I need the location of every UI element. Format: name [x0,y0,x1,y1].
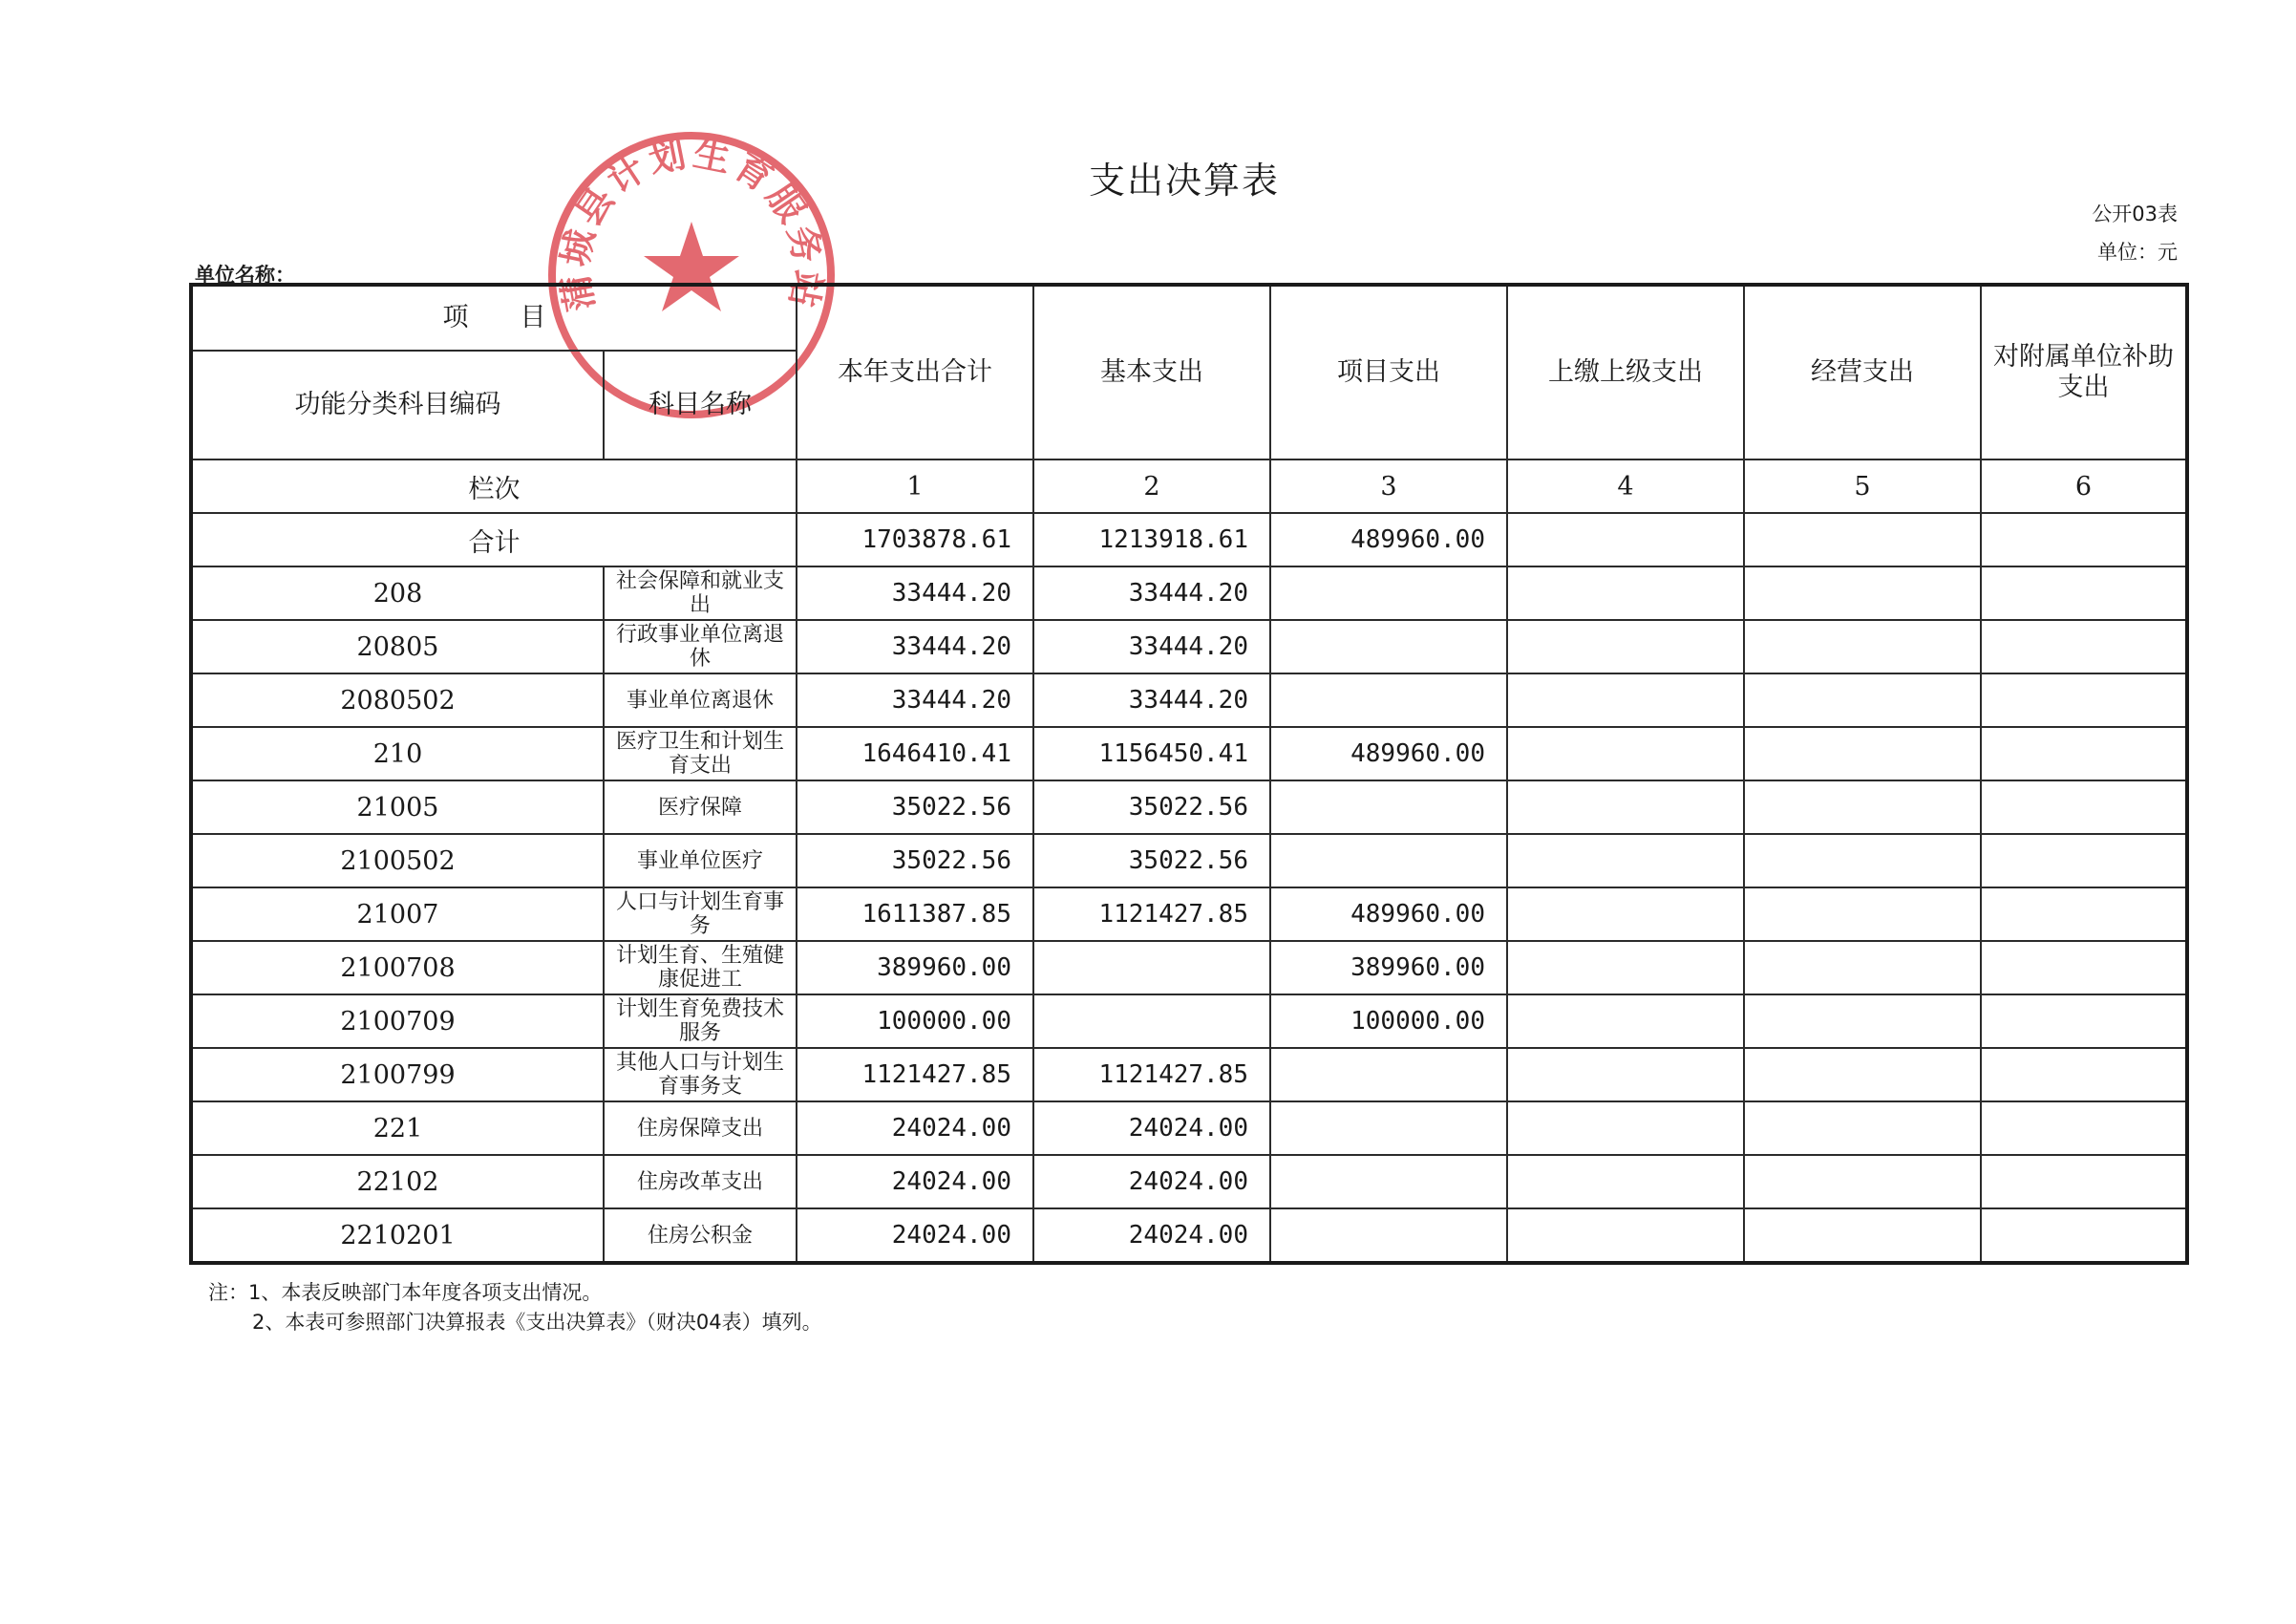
table-row [191,1208,2187,1263]
org-name-label: 单位名称： [195,264,295,287]
cell-upper [1507,727,1744,780]
form-number: 公开03表 [2092,203,2178,225]
cell-basic: 24024.00 [1033,1155,1270,1208]
header-row-1 [191,285,2187,351]
cell-upper [1507,1208,1744,1263]
cell-project: 489960.00 [1270,727,1507,780]
column-index-cell: 5 [1744,459,1981,513]
cell-total: 389960.00 [797,941,1033,994]
cell-project [1270,673,1507,727]
table-row [191,673,2187,727]
cell-subsidy [1981,620,2187,673]
cell-code: 20805 [191,620,604,673]
column-index-cell: 4 [1507,459,1744,513]
cell-subsidy [1981,994,2187,1048]
header-business: 经营支出 [1744,285,1981,459]
table-row [191,994,2187,1048]
footnote-1: 注：1、本表反映部门本年度各项支出情况。 [208,1281,603,1304]
cell-total: 33444.20 [797,566,1033,620]
column-index-cell: 2 [1033,459,1270,513]
cell-basic: 35022.56 [1033,834,1270,887]
cell-total: 35022.56 [797,780,1033,834]
column-index-cell: 1 [797,459,1033,513]
cell-code: 2100708 [191,941,604,994]
cell-subsidy [1981,941,2187,994]
cell-business [1744,1048,1981,1101]
cell-upper [1507,887,1744,941]
cell-basic [1033,994,1270,1048]
header-project: 项目支出 [1270,285,1507,459]
cell-total: 35022.56 [797,834,1033,887]
cell-code: 22102 [191,1155,604,1208]
cell-total: 24024.00 [797,1101,1033,1155]
column-index-cell: 6 [1981,459,2187,513]
cell-upper [1507,1048,1744,1101]
cell-code: 208 [191,566,604,620]
cell-subsidy [1981,1155,2187,1208]
cell-name: 事业单位医疗 [604,834,797,887]
cell-total: 1646410.41 [797,727,1033,780]
total-row [191,513,2187,566]
cell-upper [1507,1155,1744,1208]
cell-upper [1507,994,1744,1048]
header-name: 科目名称 [604,351,797,459]
cell-subsidy [1981,1048,2187,1101]
cell-code: 21005 [191,780,604,834]
cell-project [1270,1155,1507,1208]
cell-project: 489960.00 [1270,513,1507,566]
cell-name: 事业单位离退休 [604,673,797,727]
table-row [191,1048,2187,1101]
cell-business [1744,1208,1981,1263]
cell-project [1270,780,1507,834]
cell-name: 行政事业单位离退休 [604,620,797,673]
cell-code: 2100502 [191,834,604,887]
cell-basic: 1121427.85 [1033,1048,1270,1101]
total-label: 合计 [191,513,797,566]
table-row [191,834,2187,887]
header-total: 本年支出合计 [797,285,1033,459]
cell-total: 33444.20 [797,673,1033,727]
table-row [191,1101,2187,1155]
cell-business [1744,887,1981,941]
page-title: 支出决算表 [1088,160,1280,202]
column-index-cell: 3 [1270,459,1507,513]
cell-name: 计划生育、生殖健康促进工 [604,941,797,994]
cell-upper [1507,673,1744,727]
cell-total: 24024.00 [797,1155,1033,1208]
cell-subsidy [1981,780,2187,834]
cell-upper [1507,941,1744,994]
header-upper: 上缴上级支出 [1507,285,1744,459]
cell-total: 33444.20 [797,620,1033,673]
table-row [191,620,2187,673]
cell-code: 210 [191,727,604,780]
cell-business [1744,727,1981,780]
table-row [191,780,2187,834]
table-row [191,727,2187,780]
cell-name: 医疗保障 [604,780,797,834]
cell-name: 住房改革支出 [604,1155,797,1208]
cell-basic: 1156450.41 [1033,727,1270,780]
cell-total: 24024.00 [797,1208,1033,1263]
cell-upper [1507,566,1744,620]
cell-business [1744,994,1981,1048]
table-row [191,1155,2187,1208]
cell-basic: 1121427.85 [1033,887,1270,941]
cell-subsidy [1981,834,2187,887]
cell-name: 住房保障支出 [604,1101,797,1155]
cell-business [1744,834,1981,887]
footnote-2: 2、本表可参照部门决算报表《支出决算表》（财决04表）填列。 [252,1311,822,1334]
cell-project [1270,620,1507,673]
cell-total: 1611387.85 [797,887,1033,941]
header-code: 功能分类科目编码 [191,351,604,459]
cell-subsidy [1981,513,2187,566]
footnotes [208,1278,822,1337]
cell-name: 人口与计划生育事务 [604,887,797,941]
cell-name: 医疗卫生和计划生育支出 [604,727,797,780]
cell-business [1744,780,1981,834]
table-row [191,887,2187,941]
expense-table [189,283,2189,1265]
cell-subsidy [1981,727,2187,780]
cell-business [1744,941,1981,994]
cell-basic: 33444.20 [1033,566,1270,620]
header-basic: 基本支出 [1033,285,1270,459]
cell-code: 2100709 [191,994,604,1048]
cell-basic: 35022.56 [1033,780,1270,834]
cell-code: 221 [191,1101,604,1155]
cell-upper [1507,513,1744,566]
cell-code: 21007 [191,887,604,941]
cell-name: 住房公积金 [604,1208,797,1263]
cell-basic: 24024.00 [1033,1208,1270,1263]
cell-upper [1507,620,1744,673]
cell-business [1744,566,1981,620]
stamp-text: 蒲城县计划生育服务站 [553,132,830,315]
header-item: 项 目 [191,285,797,351]
cell-subsidy [1981,673,2187,727]
cell-code: 2080502 [191,673,604,727]
cell-project [1270,834,1507,887]
cell-total: 1121427.85 [797,1048,1033,1101]
cell-basic: 24024.00 [1033,1101,1270,1155]
cell-basic [1033,941,1270,994]
cell-total: 100000.00 [797,994,1033,1048]
cell-basic: 33444.20 [1033,673,1270,727]
column-index-row [191,459,2187,513]
cell-code: 2100799 [191,1048,604,1101]
cell-project [1270,1208,1507,1263]
cell-total: 1703878.61 [797,513,1033,566]
cell-business [1744,1155,1981,1208]
currency-unit: 单位：元 [2097,241,2178,264]
cell-subsidy [1981,887,2187,941]
cell-upper [1507,780,1744,834]
header-subsidy: 对附属单位补助支出 [1981,285,2187,459]
cell-name: 其他人口与计划生育事务支 [604,1048,797,1101]
cell-project: 100000.00 [1270,994,1507,1048]
cell-business [1744,673,1981,727]
cell-project: 389960.00 [1270,941,1507,994]
cell-name: 社会保障和就业支出 [604,566,797,620]
cell-code: 2210201 [191,1208,604,1263]
cell-upper [1507,834,1744,887]
cell-project [1270,566,1507,620]
cell-upper [1507,1101,1744,1155]
cell-basic: 1213918.61 [1033,513,1270,566]
cell-basic: 33444.20 [1033,620,1270,673]
column-index-label: 栏次 [191,459,797,513]
cell-business [1744,1101,1981,1155]
data-rows [191,566,2187,1263]
cell-subsidy [1981,1208,2187,1263]
cell-project: 489960.00 [1270,887,1507,941]
table-row [191,941,2187,994]
cell-business [1744,513,1981,566]
cell-business [1744,620,1981,673]
cell-name: 计划生育免费技术服务 [604,994,797,1048]
cell-project [1270,1048,1507,1101]
table-row [191,566,2187,620]
cell-project [1270,1101,1507,1155]
cell-subsidy [1981,566,2187,620]
cell-subsidy [1981,1101,2187,1155]
